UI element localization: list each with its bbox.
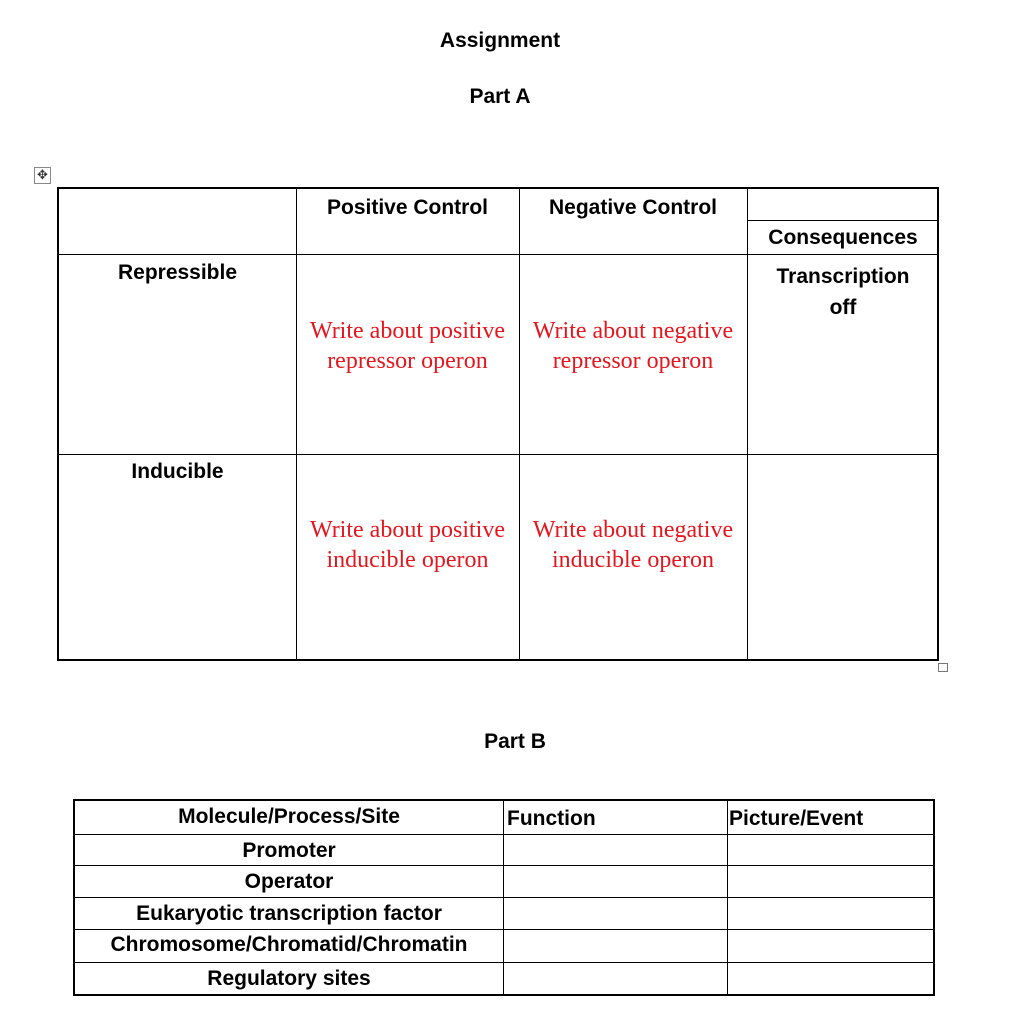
- part-a-heading: Part A: [469, 85, 531, 108]
- cell-line: Transcription: [776, 265, 910, 288]
- table-b-row-divider: [75, 897, 933, 898]
- cell-line: Write about positive: [310, 517, 505, 543]
- col-header-function: Function: [507, 807, 596, 830]
- cell-positive-inducible: [296, 515, 519, 575]
- part-a-table: [57, 187, 939, 661]
- cell-line: repressor operon: [552, 348, 714, 374]
- cell-line: Write about negative: [532, 318, 734, 344]
- table-a-consequence-divider: [747, 220, 937, 221]
- cell-line: inducible operon: [326, 547, 489, 573]
- table-a-row-divider: [59, 454, 937, 455]
- resize-handle-icon[interactable]: [938, 663, 948, 672]
- row-label-inducible: Inducible: [131, 460, 224, 483]
- row-label-repressible: Repressible: [117, 261, 238, 284]
- cell-line: Write about negative: [532, 517, 734, 543]
- cell-line: off: [829, 296, 857, 319]
- cell-line: inducible operon: [552, 547, 714, 573]
- table-a-divider: [747, 189, 748, 659]
- row-transcription-factor: Eukaryotic transcription factor: [136, 902, 442, 925]
- col-header-negative: Negative Control: [548, 196, 718, 219]
- cell-positive-repressible: [296, 316, 519, 376]
- assignment-title: Assignment: [439, 29, 561, 52]
- table-b-row-divider: [75, 929, 933, 930]
- col-header-positive: Positive Control: [326, 196, 489, 219]
- move-arrows-icon[interactable]: ✥: [34, 167, 51, 184]
- row-promoter: Promoter: [242, 839, 336, 862]
- table-a-row-divider: [59, 254, 937, 255]
- table-a-divider: [519, 189, 520, 659]
- part-b-table: [73, 799, 935, 996]
- cell-negative-repressible: [519, 316, 747, 376]
- col-header-picture: Picture/Event: [729, 807, 864, 830]
- row-chromosome: Chromosome/Chromatid/Chromatin: [110, 933, 468, 956]
- cell-consequence-repressible: [747, 261, 939, 323]
- table-a-divider: [296, 189, 297, 659]
- row-operator: Operator: [244, 870, 334, 893]
- table-b-row-divider: [75, 834, 933, 835]
- cell-negative-inducible: [519, 515, 747, 575]
- part-b-heading: Part B: [484, 730, 546, 753]
- table-b-row-divider: [75, 962, 933, 963]
- cell-line: repressor operon: [327, 348, 488, 374]
- table-b-row-divider: [75, 865, 933, 866]
- cell-line: Write about positive: [310, 318, 505, 344]
- col-header-molecule: Molecule/Process/Site: [178, 805, 400, 828]
- col-header-consequences: Consequences: [768, 226, 918, 249]
- row-regulatory-sites: Regulatory sites: [207, 967, 371, 990]
